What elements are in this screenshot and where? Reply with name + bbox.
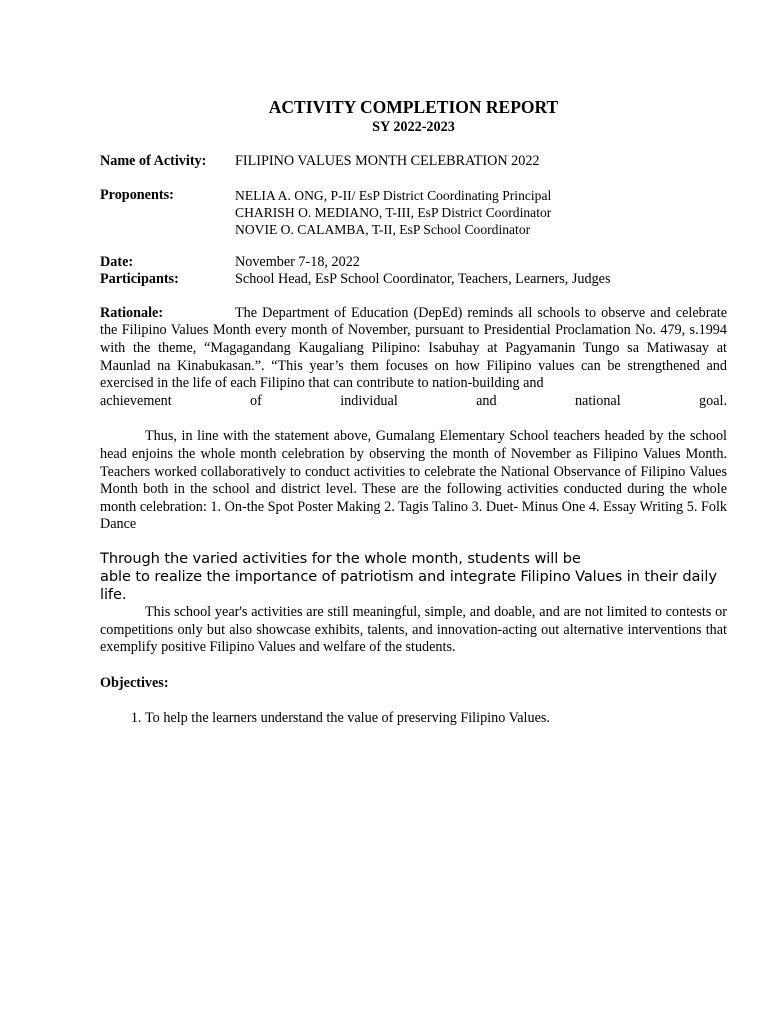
participants-row bbox=[100, 271, 727, 289]
participants-label: Participants: bbox=[100, 271, 179, 288]
context-paragraph: Thus, in line with the statement above, Gumalang Elementary School teachers headed by the school head enjoins the whole month celebration by observing the month of November as Filipino Values Month. Teachers worked collaboratively to conduct activities to celebrate the National Observance of Filipino Values Month both in the school and district level. These are the following activities conducted during the whole month celebration: 1. On-the Spot Poster Making 2. Tagis Talino 3. Duet- Minus One 4. Essay Writing 5. Folk Dance bbox=[100, 428, 727, 533]
date-row bbox=[100, 254, 727, 272]
school-year: SY 2022-2023 bbox=[372, 119, 455, 135]
proponents-list bbox=[235, 187, 727, 238]
rationale-text: The Department of Education (DepEd) reminds all schools to observe and celebrate the Filipino Values Month every month of November, pursuant to Presidential Proclamation No. 479, s.1994 with the theme, “Magagandang Kaugaliang Pilipino: Isabuhay at Pagyamanin Tungo sa Matiwasay at Maunlad na Kinabukasan.”. “This year’s them focuses on how Filipino values can be strengthened and exercised in the life of each Filipino that can contribute to nation-building and bbox=[100, 304, 727, 392]
outcome-paragraph bbox=[100, 550, 727, 604]
document-page bbox=[100, 96, 727, 728]
activity-label: Name of Activity: bbox=[100, 153, 207, 169]
participants-value: School Head, EsP School Coordinator, Teachers, Learners, Judges bbox=[235, 271, 611, 288]
activity-value: FILIPINO VALUES MONTH CELEBRATION 2022 bbox=[235, 153, 540, 169]
activity-row bbox=[100, 153, 727, 171]
rationale-last-line: achievement of individual and national goal. bbox=[100, 392, 727, 409]
proponent-item: CHARISH O. MEDIANO, T-III, EsP District Coordinator bbox=[235, 204, 552, 220]
activities-paragraph: This school year's activities are still meaningful, simple, and doable, and are not limited to contests or competitions only but also showcase exhibits, talents, and innovation-acting out alternative interventions that exemplify positive Filipino Values and welfare of the students. bbox=[100, 603, 727, 656]
proponents-row bbox=[100, 187, 727, 238]
objectives-heading: Objectives: bbox=[100, 674, 169, 691]
rationale-paragraph bbox=[100, 305, 727, 393]
proponents-label: Proponents: bbox=[100, 186, 174, 203]
objectives-list bbox=[100, 710, 727, 728]
date-value: November 7-18, 2022 bbox=[235, 253, 360, 270]
rationale-label: Rationale: bbox=[100, 304, 164, 321]
proponent-item: NELIA A. ONG, P-II/ EsP District Coordinating Principal bbox=[235, 187, 552, 203]
objective-item: 1. To help the learners understand the value of preserving Filipino Values. bbox=[145, 710, 727, 728]
outcome-line-2: able to realize the importance of patriotism and integrate Filipino Values in their daily life. bbox=[100, 567, 717, 603]
report-title: ACTIVITY COMPLETION REPORT bbox=[268, 97, 559, 117]
date-label: Date: bbox=[100, 253, 134, 270]
proponent-item: NOVIE O. CALAMBA, T-II, EsP School Coordinator bbox=[235, 221, 531, 237]
outcome-line-1: Through the varied activities for the whole month, students will be bbox=[100, 549, 581, 567]
